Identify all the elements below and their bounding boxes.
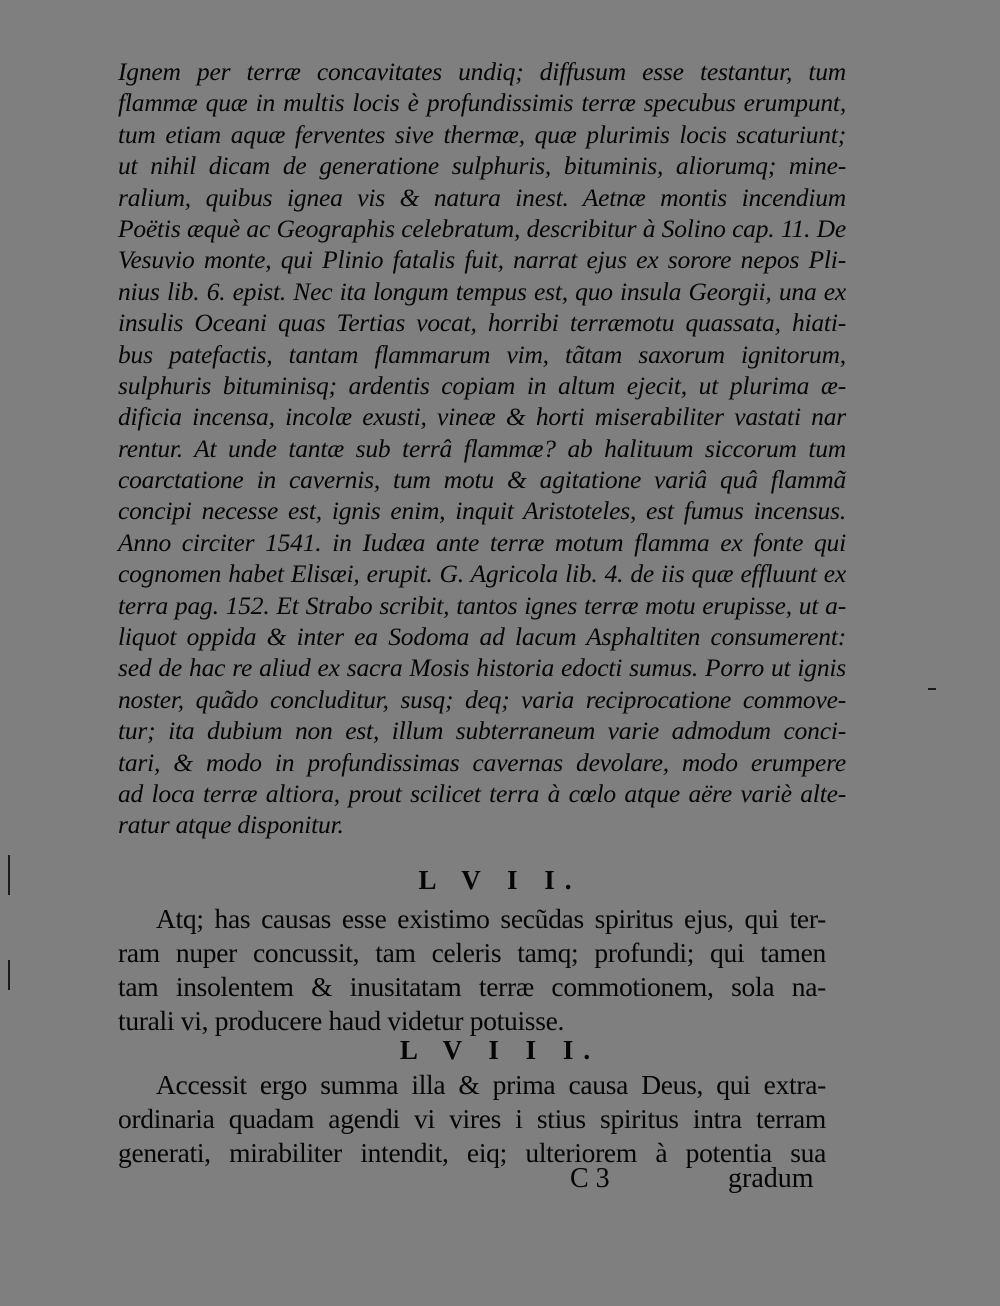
signature-mark: C 3 [570,1163,610,1194]
text-line: insulis Oceani quas Tertias vocat, horribi terræmotu quassata, hiati- [118,308,846,338]
text-line: Accessit ergo summa illa & prima causa Deus, qui extra- [156,1069,826,1100]
text-line: tum etiam aquæ ferventes sive thermæ, quæ plurimis locis scaturiunt; [118,119,846,149]
section-58-paragraph [118,1068,826,1170]
text-line: concipi necesse est, ignis enim, inquit Aristoteles, est fumus incensus. [118,496,846,526]
text-line: ut nihil dicam de generatione sulphuris, bituminis, aliorumq; mine- [118,151,846,181]
scan-speck [928,688,936,690]
text-line: tari, & modo in profundissimas cavernas devolare, modo erumpere [118,747,846,777]
text-line: Poëtis æquè ac Geographis celebratum, describitur à Solino cap. 11. De [118,213,846,243]
italic-passage [118,56,846,841]
text-line: Vesuvio monte, qui Plinio fatalis fuit, narrat ejus ex sorore nepos Pli- [118,245,846,275]
text-line: Atq; has causas esse existimo secũdas spiritus ejus, qui ter- [156,903,826,934]
catchword: gradum [728,1163,814,1194]
scan-speck [8,855,10,895]
section-57-paragraph [118,902,826,1038]
text-line: rentur. At unde tantæ sub terrâ flammæ? ab halituum siccorum tum [118,433,846,463]
text-line: sed de hac re aliud ex sacra Mosis historia edocti sumus. Porro ut ignis [118,653,846,683]
text-line: coarctatione in cavernis, tum motu & agitatione variâ quâ flammã [118,465,846,495]
text-line: bus patefactis, tantam flammarum vim, tãtam saxorum ignitorum, [118,339,846,369]
text-line: tam insolentem & inusitatam terræ commotionem, sola na- [118,971,826,1002]
text-line: tur; ita dubium non est, illum subterraneum varie admodum conci- [118,716,846,746]
text-line: nius lib. 6. epist. Nec ita longum tempus est, quo insula Georgii, una ex [118,276,846,306]
text-line: noster, quãdo concluditur, susq; deq; varia reciprocatione commove- [118,684,846,714]
text-line: dificia incensa, incolæ exusti, vineæ & horti miserabiliter vastati nar [118,402,846,432]
text-line: cognomen habet Elisæi, erupit. G. Agricola lib. 4. de iis quæ effluunt ex [118,559,846,589]
text-line: Ignem per terræ concavitates undiq; diffusum esse testantur, tum [118,57,846,86]
text-line: turali vi, producere haud videtur potuisse. [118,1005,565,1036]
text-line: liquot oppida & inter ea Sodoma ad lacum Asphaltiten consumerent: [118,622,846,652]
text-line: ralium, quibus ignea vis & natura inest. Aetnæ montis incendium [118,182,846,212]
section-heading-57: L V I I. [418,865,582,895]
text-line: ratur atque disponitur. [118,810,344,840]
text-line: Anno circiter 1541. in Iudæa ante terræ motum flamma ex fonte qui [118,527,846,557]
scan-speck [8,960,10,990]
text-line: ram nuper concussit, tam celeris tamq; profundi; qui tamen [118,937,826,968]
section-heading-58: L V I I I. [399,1035,601,1065]
text-line: terra pag. 152. Et Strabo scribit, tantos ignes terræ motu erupisse, ut a- [118,590,846,620]
text-line: flammæ quæ in multis locis è profundissimis terræ specubus erumpunt, [118,88,846,118]
text-line: ad loca terræ altiora, prout scilicet terra à cœlo atque aëre variè alte- [118,778,846,808]
text-line: generati, mirabiliter intendit, eiq; ulteriorem à potentia sua [118,1137,826,1168]
text-line: ordinaria quadam agendi vi vires i stius spiritus intra terram [118,1103,826,1134]
text-line: sulphuris bituminisq; ardentis copiam in altum ejecit, ut plurima æ- [118,370,846,400]
